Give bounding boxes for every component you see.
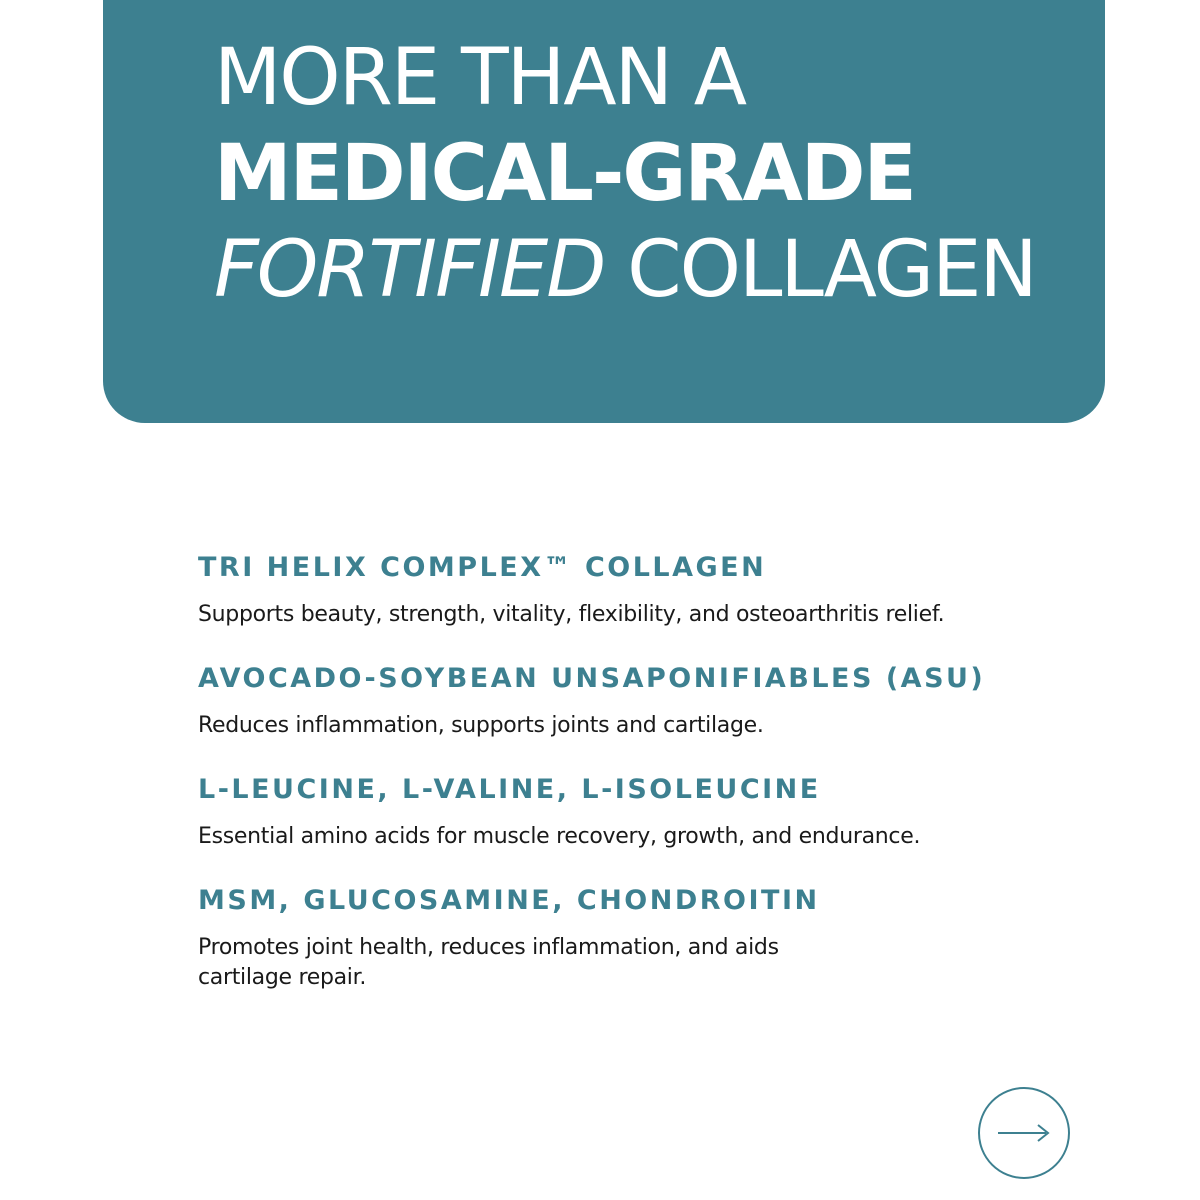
ingredient-title: AVOCADO-SOYBEAN UNSAPONIFIABLES (ASU) — [198, 663, 986, 694]
ingredient-item — [198, 661, 1058, 741]
ingredient-list — [198, 550, 1058, 1024]
headline-line-3-rest: COLLAGEN — [604, 225, 1036, 315]
ingredient-description: Supports beauty, strength, vitality, flexibility, and osteoarthritis relief. — [198, 602, 945, 627]
ingredient-title: L-LEUCINE, L-VALINE, L-ISOLEUCINE — [198, 774, 821, 805]
ingredient-item — [198, 772, 1058, 852]
headline-line-2: MEDICAL-GRADE — [214, 129, 915, 219]
arrow-right-icon — [996, 1123, 1052, 1143]
headline-italic-word: FORTIFIED — [214, 225, 605, 315]
ingredient-title: TRI HELIX COMPLEX™ COLLAGEN — [198, 552, 767, 583]
headline — [214, 30, 1036, 318]
ingredient-item — [198, 550, 1058, 630]
ingredient-description: Promotes joint health, reduces inflammation, and aids cartilage repair. — [198, 935, 779, 990]
headline-line-3 — [214, 222, 1036, 318]
ingredient-title: MSM, GLUCOSAMINE, CHONDROITIN — [198, 885, 820, 916]
ingredient-description: Essential amino acids for muscle recovery, growth, and endurance. — [198, 824, 921, 849]
ingredient-item — [198, 883, 1058, 993]
headline-line-1: MORE THAN A — [214, 33, 746, 123]
next-button[interactable] — [978, 1087, 1070, 1179]
ingredient-description: Reduces inflammation, supports joints and cartilage. — [198, 713, 764, 738]
